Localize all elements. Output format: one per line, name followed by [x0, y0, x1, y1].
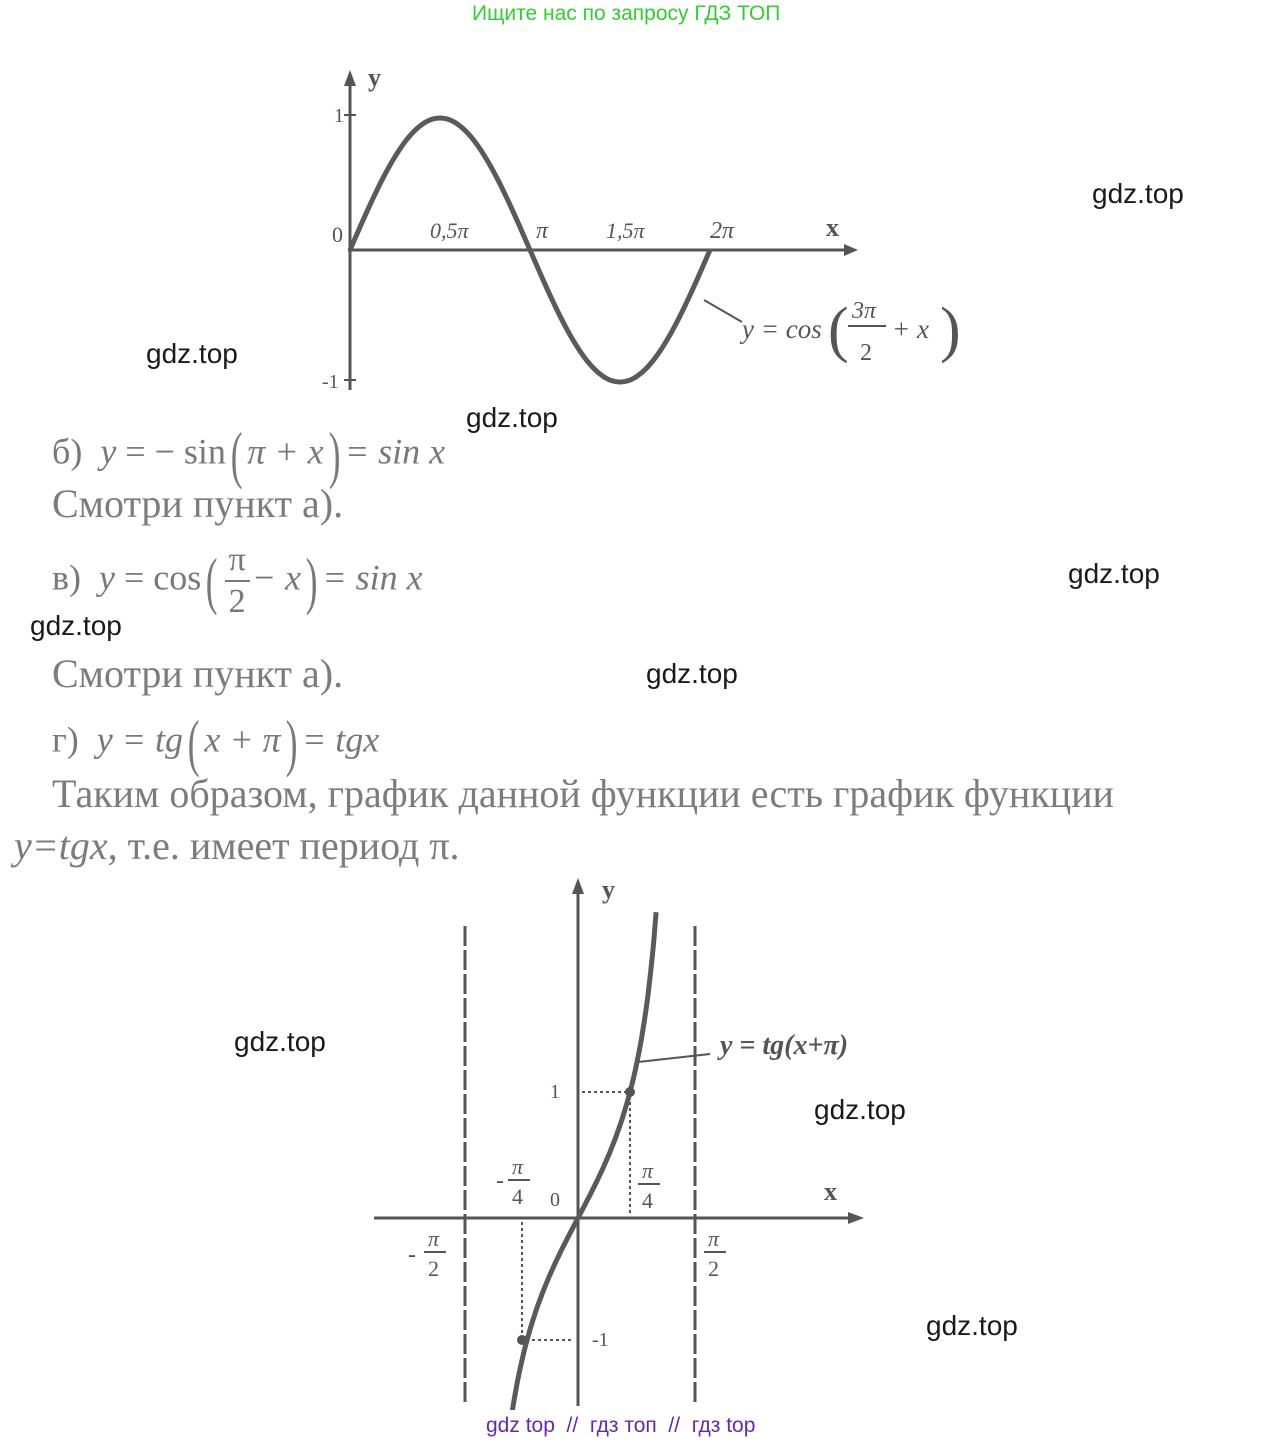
legend-lhs: y = cos: [742, 314, 822, 344]
x-tick-pi2-den: 2: [708, 1256, 719, 1281]
x-tick-neg-pi2-num: π: [428, 1226, 440, 1251]
watermark: gdz.top: [1092, 178, 1184, 209]
x-axis-label: x: [826, 213, 839, 242]
y-axis-label: y: [368, 63, 381, 92]
line-v: в) y = cos( $\frac{\pi}{2}$ − x) = sin x: [52, 541, 423, 620]
x-tick-half-pi: 0,5π: [430, 218, 469, 243]
point-pi4: [625, 1087, 635, 1097]
x-tick-pi4-den: 4: [642, 1188, 653, 1213]
x-tick-neg-pi4-sign: -: [496, 1168, 504, 1194]
y-tick-neg1: -1: [322, 371, 339, 393]
line-b: б) y = − sin( π + x) = sin x: [52, 419, 446, 490]
label-b: б): [52, 431, 83, 472]
x-axis-arrow: [844, 244, 858, 256]
line-g: г) y = tg( x + π) = tgx: [52, 707, 380, 778]
y-tick-neg1: -1: [592, 1329, 609, 1351]
note-v: Смотри пункт а).: [52, 651, 344, 696]
note-b: Смотри пункт а).: [52, 481, 344, 526]
watermark: gdz.top: [646, 658, 738, 689]
watermark: gdz.top: [234, 1026, 326, 1057]
watermark: gdz.top: [146, 338, 238, 369]
legend: y = tg(x+π): [720, 1030, 849, 1061]
legend-den: 2: [860, 340, 872, 366]
legend-rhs: + x: [892, 314, 929, 344]
watermark: gdz.top: [30, 610, 122, 641]
svg-text:(: (: [828, 296, 849, 364]
legend-leader: [704, 300, 742, 322]
tangent-graph: [360, 870, 920, 1410]
legend-leader: [638, 1054, 710, 1062]
svg-text:): ): [940, 296, 961, 364]
conclusion-line-1: Таким образом, график данной функции есть график функции: [52, 771, 1114, 816]
x-tick-2pi: 2π: [710, 218, 735, 244]
conclusion-line-2: y=tgx, т.е. имеет период π.: [14, 823, 460, 868]
x-tick-neg-pi2-den: 2: [428, 1256, 439, 1281]
legend-num: 3π: [852, 298, 877, 324]
footer-links[interactable]: gdz top // гдз топ // гдз top: [486, 1414, 756, 1437]
label-v: в): [52, 557, 81, 598]
search-banner[interactable]: Ищите нас по запросу ГДЗ ТОП: [472, 2, 781, 25]
watermark: gdz.top: [814, 1094, 906, 1125]
origin-label: 0: [550, 1189, 560, 1211]
watermark: gdz.top: [926, 1310, 1018, 1341]
watermark: gdz.top: [466, 402, 558, 433]
x-tick-pi2-num: π: [708, 1226, 720, 1251]
x-tick-pi: π: [536, 218, 549, 244]
x-tick-neg-pi4-num: π: [512, 1154, 524, 1179]
tangent-curve: [511, 912, 656, 1410]
x-axis-label: x: [824, 1177, 837, 1206]
y-axis-label: y: [602, 875, 615, 904]
x-tick-1-5pi: 1,5π: [606, 218, 645, 243]
y-tick-1: 1: [334, 105, 344, 127]
y-axis-arrow: [344, 70, 356, 86]
x-tick-pi4-num: π: [642, 1158, 654, 1183]
x-tick-neg-pi4-den: 4: [512, 1184, 523, 1209]
y-axis-arrow: [572, 878, 584, 894]
y-tick-1: 1: [550, 1081, 560, 1103]
sine-graph: [300, 60, 980, 400]
x-tick-0: 0: [332, 222, 343, 247]
label-g: г): [52, 719, 79, 760]
watermark: gdz.top: [1068, 558, 1160, 589]
x-tick-neg-pi2-sign: -: [408, 1242, 416, 1268]
x-axis-arrow: [848, 1212, 864, 1224]
point-neg-pi4: [517, 1335, 527, 1345]
